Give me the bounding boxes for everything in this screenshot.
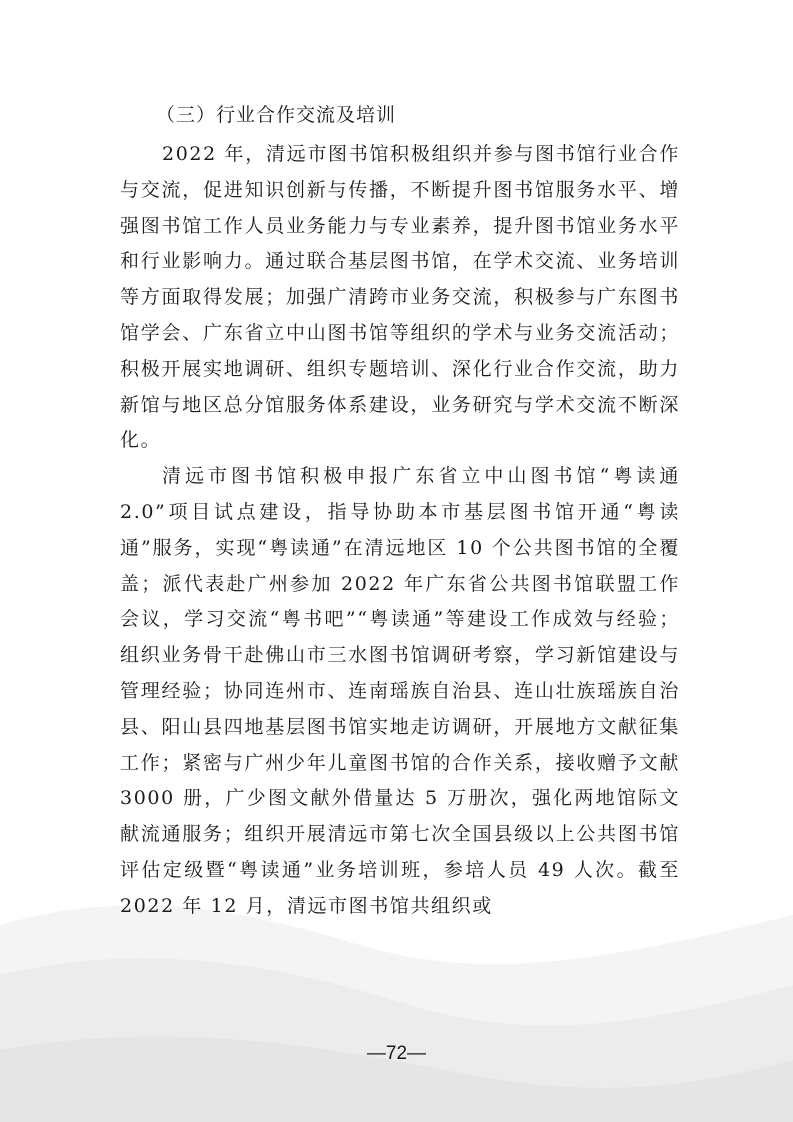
page-content xyxy=(120,93,680,925)
section-heading: （三）行业合作交流及培训 xyxy=(156,104,397,126)
page-number: —72— xyxy=(366,1043,427,1064)
body-paragraph: 清远市图书馆积极申报广东省立中山图书馆“粤读通 2.0”项目试点建设，指导协助本市基层图书馆开通“粤读通”服务，实现“粤读通”在清远地区 10 个公共图书馆的全覆盖；派代表赴广州参加 2022 年广东省公共图书馆联盟工作会议，学习交流“粤书吧”“粤读通”等建设工作成效与经验；组织业务骨干赴佛山市三水图书馆调研考察，学习新馆建设与管理经验；协同连州市、连南瑶族自治县、连山壮族瑶族自治县、阳山县四地基层图书馆实地走访调研，开展地方文献征集工作；紧密与广州少年儿童图书馆的合作关系，接收赠予文献 3000 册，广少图文献外借量达 5 万册次，强化两地馆际文献流通服务；组织开展清远市第七次全国县级以上公共图书馆评估定级暨“粤读通”业务培训班，参培人员 49 人次。截至 2022 年 12 月，清远市图书馆共组织或 xyxy=(120,465,680,917)
body-paragraph: 2022 年，清远市图书馆积极组织并参与图书馆行业合作与交流，促进知识创新与传播，不断提升图书馆服务水平、增强图书馆工作人员业务能力与专业素养，提升图书馆业务水平和行业影响力。通过联合基层图书馆，在学术交流、业务培训等方面取得发展；加强广清跨市业务交流，积极参与广东图书馆学会、广东省立中山图书馆等组织的学术与业务交流活动；积极开展实地调研、组织专题培训、深化行业合作交流，助力新馆与地区总分馆服务体系建设，业务研究与学术交流不断深化。 xyxy=(120,143,680,452)
